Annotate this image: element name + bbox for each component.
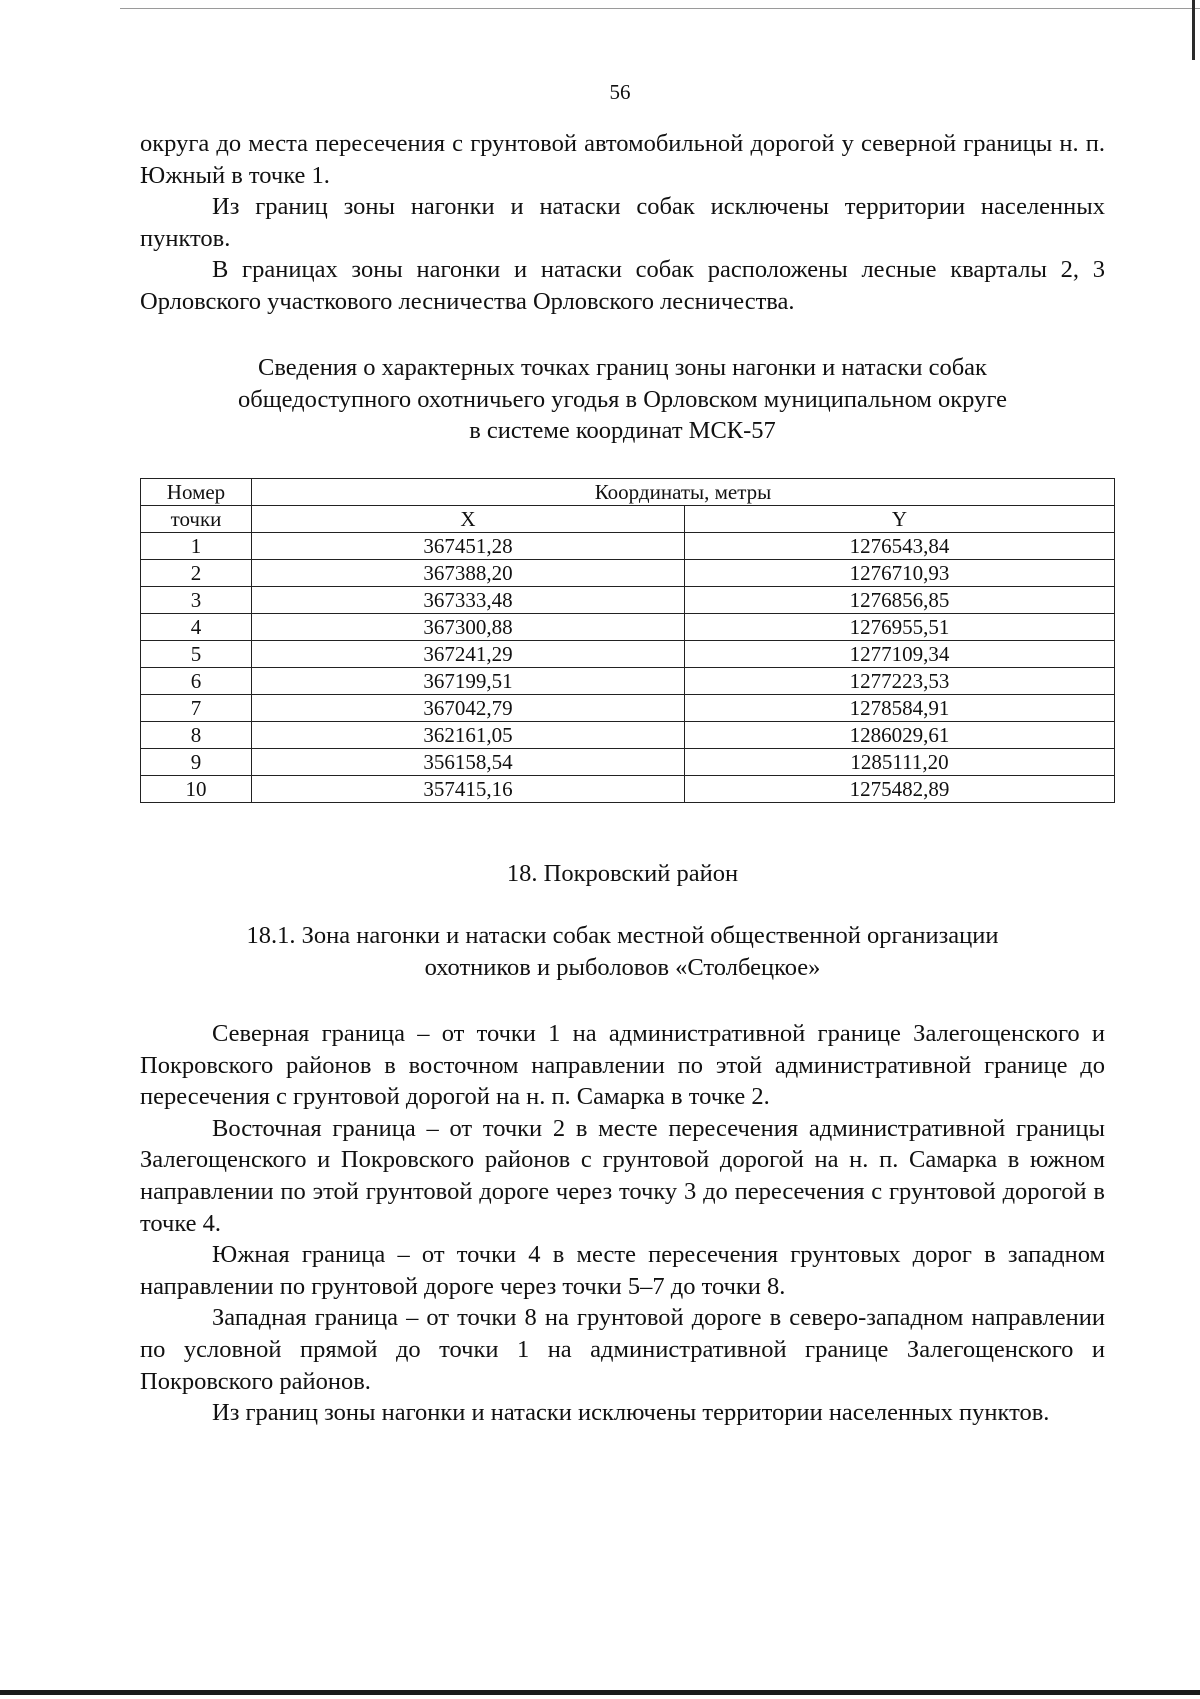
boundary-south-paragraph: Южная граница – от точки 4 в месте пересечения грунтовых дорог в западном направлении по грунтовой дороге через точки 5–7 до точки 8. (140, 1241, 1105, 1300)
cell-x: 367451,28 (252, 533, 685, 560)
subsection-heading (140, 920, 1105, 983)
cell-point-number: 9 (141, 749, 252, 776)
subsection-heading-line: охотников и рыболовов «Столбецкое» (424, 953, 821, 981)
cell-y: 1277109,34 (685, 641, 1115, 668)
cell-point-number: 7 (141, 695, 252, 722)
page-number: 56 (609, 80, 631, 104)
cell-point-number: 5 (141, 641, 252, 668)
cell-x: 367300,88 (252, 614, 685, 641)
cell-x: 367042,79 (252, 695, 685, 722)
boundary-west-paragraph: Западная граница – от точки 8 на грунтовой дороге в северо-западном направлении по условной прямой до точки 1 на административной границе Залегощенского и Покровского районов. (140, 1304, 1105, 1395)
table-row (141, 641, 1115, 668)
header-coordinates: Координаты, метры (252, 479, 1115, 506)
scan-right-border (1192, 0, 1195, 60)
table-row (141, 614, 1115, 641)
header-point-number: Номер (141, 479, 252, 506)
table-row (141, 695, 1115, 722)
cell-x: 367199,51 (252, 668, 685, 695)
cell-point-number: 6 (141, 668, 252, 695)
cell-y: 1286029,61 (685, 722, 1115, 749)
caption-line: в системе координат МСК-57 (469, 417, 776, 445)
boundary-north-paragraph: Северная граница – от точки 1 на административной границе Залегощенского и Покровского районов в восточном направлении по этой административной границе до пересечения с грунтовой дорогой на н. п. Самарка в точке 2. (140, 1020, 1105, 1111)
table-row (141, 776, 1115, 803)
caption-line: общедоступного охотничьего угодья в Орловском муниципальном округе (238, 385, 1007, 413)
boundary-text (140, 1018, 1105, 1429)
intro-paragraph: округа до места пересечения с грунтовой автомобильной дорогой у северной границы н. п. Южный в точке 1. (140, 130, 1105, 189)
cell-x: 356158,54 (252, 749, 685, 776)
table-row (141, 587, 1115, 614)
header-point-number-line2: точки (141, 506, 252, 533)
table-row (141, 722, 1115, 749)
table-subheader-row (141, 506, 1115, 533)
coordinates-table (140, 478, 1115, 803)
table-row (141, 668, 1115, 695)
cell-y: 1275482,89 (685, 776, 1115, 803)
scan-top-border (120, 8, 1200, 9)
table-header-row (141, 479, 1115, 506)
boundary-east-paragraph: Восточная граница – от точки 2 в месте пересечения административной границы Залегощенского и Покровского районов с грунтовой дорогой на н. п. Самарка в южном направлении по этой грунтовой дороге через точку 3 до пересечения с грунтовой дорогой в точке 4. (140, 1114, 1105, 1237)
cell-y: 1276856,85 (685, 587, 1115, 614)
cell-x: 367241,29 (252, 641, 685, 668)
cell-y: 1276543,84 (685, 533, 1115, 560)
table-caption (140, 352, 1105, 447)
subsection-heading-line: 18.1. Зона нагонки и натаски собак местной общественной организации (246, 922, 999, 949)
header-y: Y (685, 506, 1115, 533)
intro-paragraph: Из границ зоны нагонки и натаски собак исключены территории населенных пунктов. (140, 193, 1105, 252)
cell-point-number: 2 (141, 560, 252, 587)
intro-paragraph: В границах зоны нагонки и натаски собак расположены лесные кварталы 2, 3 Орловского участкового лесничества Орловского лесничества. (140, 256, 1105, 315)
cell-point-number: 3 (141, 587, 252, 614)
cell-y: 1276710,93 (685, 560, 1115, 587)
table-row (141, 560, 1115, 587)
cell-point-number: 8 (141, 722, 252, 749)
cell-point-number: 4 (141, 614, 252, 641)
cell-x: 362161,05 (252, 722, 685, 749)
cell-point-number: 10 (141, 776, 252, 803)
caption-line: Сведения о характерных точках границ зоны нагонки и натаски собак (258, 354, 987, 381)
header-x: X (252, 506, 685, 533)
cell-x: 367388,20 (252, 560, 685, 587)
intro-text (140, 128, 1105, 318)
table-row (141, 749, 1115, 776)
cell-y: 1278584,91 (685, 695, 1115, 722)
exclusion-paragraph: Из границ зоны нагонки и натаски исключены территории населенных пунктов. (212, 1399, 1050, 1427)
cell-x: 367333,48 (252, 587, 685, 614)
cell-y: 1285111,20 (685, 749, 1115, 776)
scan-bottom-border (0, 1690, 1200, 1695)
cell-y: 1277223,53 (685, 668, 1115, 695)
table-row (141, 533, 1115, 560)
cell-x: 357415,16 (252, 776, 685, 803)
section-heading: 18. Покровский район (506, 860, 739, 887)
cell-point-number: 1 (141, 533, 252, 560)
cell-y: 1276955,51 (685, 614, 1115, 641)
